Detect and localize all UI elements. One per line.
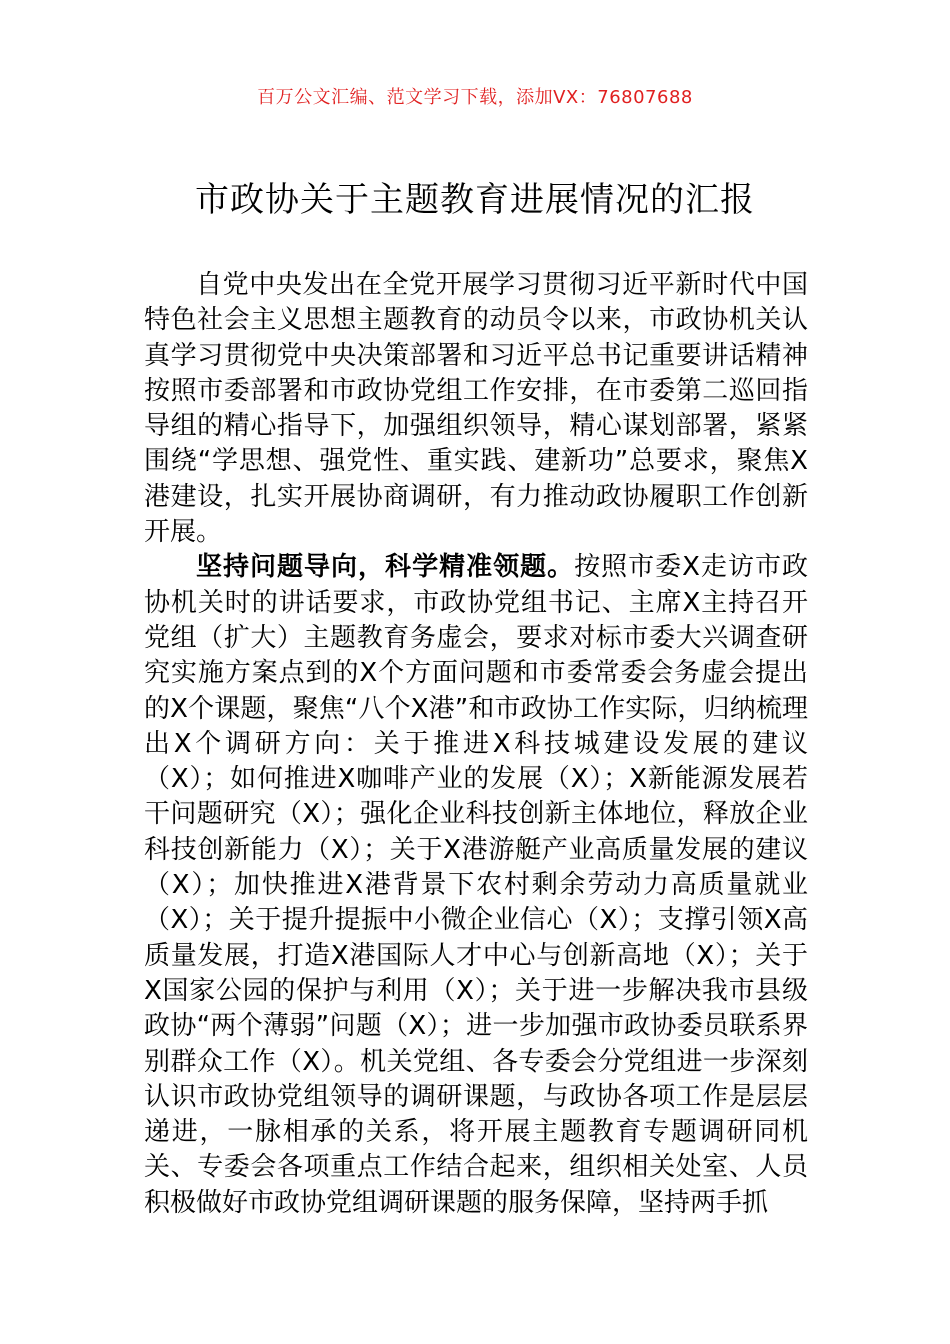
paragraph-problem-orientation [144,550,808,1221]
header-watermark-note: 百万公文汇编、范文学习下载，添加VX：76807688 [257,87,693,108]
paragraph-intro [144,268,808,550]
document-title: 市政协关于主题教育进展情况的汇报 [195,180,755,220]
paragraph-text: 按照市委X走访市政协机关时的讲话要求，市政协党组书记、主席X主持召开党组（扩大）主题教育务虚会，要求对标市委大兴调查研究实施方案点到的X个方面问题和市委常委会务虚会提出的X个课题，聚焦“八个X港”和市政协工作实际，归纳梳理出X个调研方向：关于推进X科技城建设发展的建议（X）；如何推进X咖啡产业的发展（X）；X新能源发展若干问题研究（X）；强化企业科技创新主体地位，释放企业科技创新能力（X）；关于X港游艇产业高质量发展的建议（X）；加快推进X港背景下农村剩余劳动力高质量就业（X）；关于提升提振中小微企业信心（X）；支撑引领X高质量发展，打造X港国际人才中心与创新高地（X）；关于X国家公园的保护与利用（X）；关于进一步解决我市县级政协“两个薄弱”问题（X）；进一步加强市政协委员联系界别群众工作（X）。机关党组、各专委会分党组进一步深刻认识市政协党组领导的调研课题，与政协各项工作是层层递进，一脉相承的关系，将开展主题教育专题调研同机关、专委会各项重点工作结合起来，组织相关处室、人员积极做好市政协党组调研课题的服务保障，坚持两手抓 [144,552,808,1218]
paragraph-lead: 坚持问题导向，科学精准领题。 [196,552,575,583]
paragraph-text: 自党中央发出在全党开展学习贯彻习近平新时代中国特色社会主义思想主题教育的动员令以来，市政协机关认真学习贯彻党中央决策部署和习近平总书记重要讲话精神按照市委部署和市政协党组工作安排，在市委第二巡回指导组的精心指导下，加强组织领导，精心谋划部署，紧紧围绕“学思想、强党性、重实践、建新功”总要求，聚焦X港建设，扎实开展协商调研，有力推动政协履职工作创新开展。 [144,270,808,548]
document-body [144,268,808,1221]
